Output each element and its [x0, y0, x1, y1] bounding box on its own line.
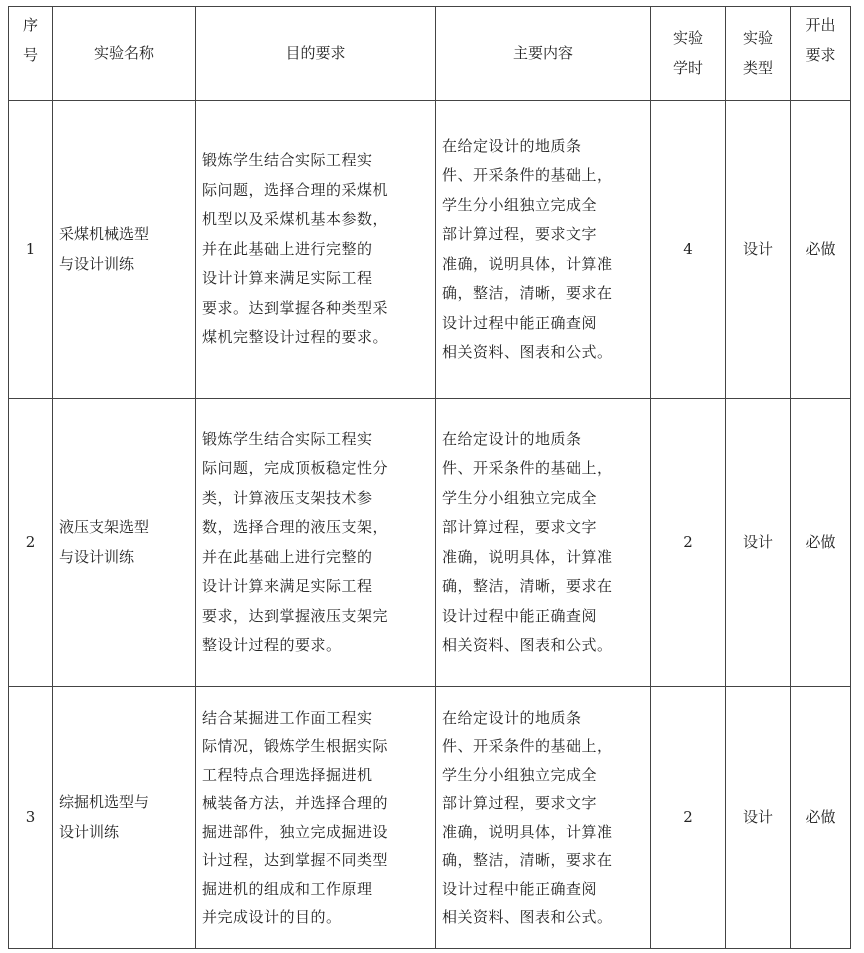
row-goal: 结合某掘进工作面工程实 际情况，锻炼学生根据实际 工程特点合理选择掘进机 械装备方法，并选择合理的 掘进部件，独立完成掘进设 计过程，达到掌握不同类型 掘进机的组成和工作原理 并完成设计的目的。 — [196, 687, 436, 949]
table-row — [9, 101, 851, 399]
row-index: 3 — [9, 687, 53, 949]
row-type: 设计 — [726, 687, 791, 949]
header-required: 开出 要求 — [791, 7, 851, 101]
row-name: 液压支架选型 与设计训练 — [53, 399, 196, 687]
header-index: 序 号 — [9, 7, 53, 101]
row-index: 2 — [9, 399, 53, 687]
header-content: 主要内容 — [436, 7, 651, 101]
row-hours: 2 — [651, 687, 726, 949]
header-goal: 目的要求 — [196, 7, 436, 101]
experiment-table — [8, 6, 851, 949]
row-goal: 锻炼学生结合实际工程实 际问题，完成顶板稳定性分 类，计算液压支架技术参 数，选择合理的液压支架， 并在此基础上进行完整的 设计计算来满足实际工程 要求，达到掌握液压支架完 整设计过程的要求。 — [196, 399, 436, 687]
row-name: 综掘机选型与 设计训练 — [53, 687, 196, 949]
row-name: 采煤机械选型 与设计训练 — [53, 101, 196, 399]
header-hours: 实验 学时 — [651, 7, 726, 101]
row-index: 1 — [9, 101, 53, 399]
row-content: 在给定设计的地质条 件、开采条件的基础上， 学生分小组独立完成全 部计算过程，要求文字 准确，说明具体，计算准 确，整洁，清晰，要求在 设计过程中能正确查阅 相关资料、图表和公式。 — [436, 101, 651, 399]
header-name: 实验名称 — [53, 7, 196, 101]
table-row — [9, 399, 851, 687]
row-hours: 4 — [651, 101, 726, 399]
header-row — [9, 7, 851, 101]
table-row — [9, 687, 851, 949]
header-type: 实验 类型 — [726, 7, 791, 101]
row-type: 设计 — [726, 101, 791, 399]
row-required: 必做 — [791, 399, 851, 687]
row-required: 必做 — [791, 687, 851, 949]
row-type: 设计 — [726, 399, 791, 687]
row-hours: 2 — [651, 399, 726, 687]
row-required: 必做 — [791, 101, 851, 399]
row-content: 在给定设计的地质条 件、开采条件的基础上， 学生分小组独立完成全 部计算过程，要求文字 准确，说明具体，计算准 确，整洁，清晰，要求在 设计过程中能正确查阅 相关资料、图表和公式。 — [436, 399, 651, 687]
row-goal: 锻炼学生结合实际工程实 际问题，选择合理的采煤机 机型以及采煤机基本参数， 并在此基础上进行完整的 设计计算来满足实际工程 要求。达到掌握各种类型采 煤机完整设计过程的要求。 — [196, 101, 436, 399]
row-content: 在给定设计的地质条 件、开采条件的基础上， 学生分小组独立完成全 部计算过程，要求文字 准确，说明具体，计算准 确，整洁，清晰，要求在 设计过程中能正确查阅 相关资料、图表和公式。 — [436, 687, 651, 949]
